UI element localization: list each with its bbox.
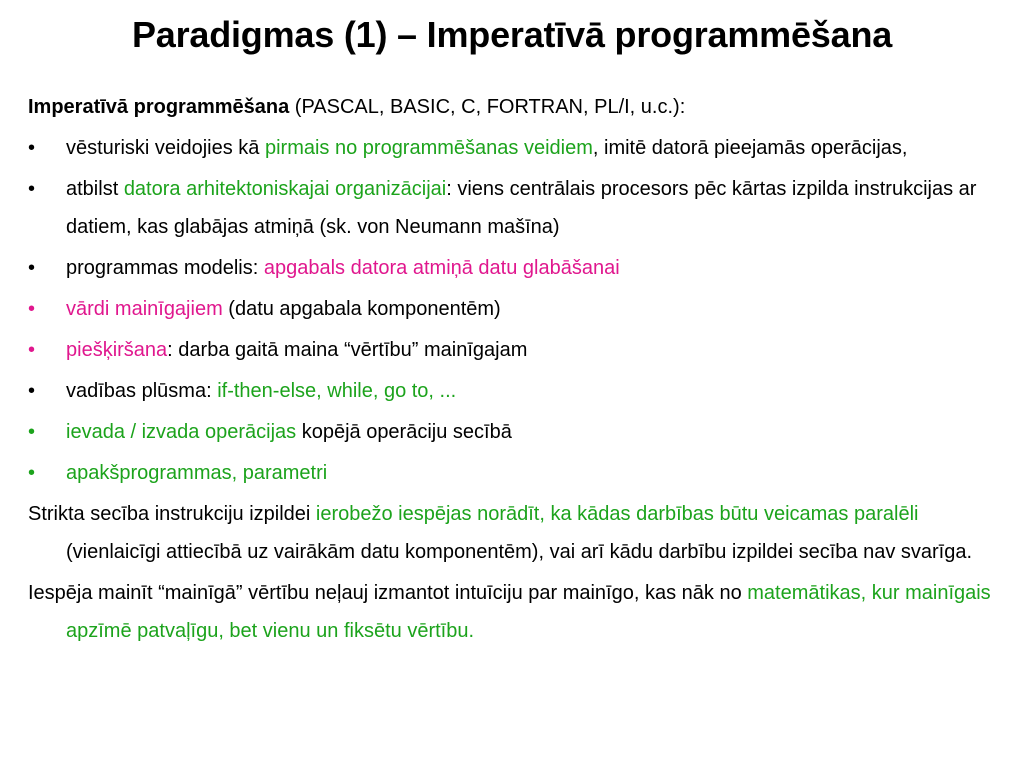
paragraph-strict-order bbox=[28, 495, 994, 571]
bullet-dot: • bbox=[28, 298, 36, 320]
bullet-item-2 bbox=[28, 170, 994, 246]
bullet-dot: • bbox=[28, 339, 36, 361]
bullet-text-a: programmas modelis: bbox=[66, 257, 264, 279]
bullet-dot: • bbox=[28, 380, 36, 402]
bullet-highlight: ievada / izvada operācijas bbox=[66, 421, 297, 443]
bullet-item-7 bbox=[28, 413, 994, 451]
bullet-item-3 bbox=[28, 249, 994, 287]
para1-highlight: ierobežo iespējas norādīt, ka kādas darbības būtu veicamas paralēli bbox=[315, 503, 919, 525]
bullet-text-c: (datu apgabala komponentēm) bbox=[222, 298, 501, 320]
para2-text-a: Iespēja mainīt “mainīgā” vērtību neļauj izmantot intuīciju par mainīgo, kas nāk no bbox=[28, 582, 748, 604]
bullet-text-c: , imitē datorā pieejamās operācijas, bbox=[592, 137, 908, 159]
paragraph-variable-value bbox=[28, 574, 994, 650]
slide-content bbox=[28, 88, 994, 653]
bullet-highlight: vārdi mainīgajiem bbox=[66, 298, 223, 320]
bullet-highlight: apgabals datora atmiņā datu glabāšanai bbox=[263, 257, 620, 279]
bullet-item-1 bbox=[28, 129, 994, 167]
bullet-highlight: piešķiršana bbox=[66, 339, 168, 361]
bullet-list bbox=[28, 129, 994, 492]
bullet-text-a: atbilst bbox=[66, 178, 124, 200]
para1-text-a: Strikta secība instrukciju izpildei bbox=[28, 503, 316, 525]
bullet-text-c: : darba gaitā maina “vērtību” mainīgajam bbox=[167, 339, 528, 361]
bullet-dot: • bbox=[28, 137, 36, 159]
bullet-dot: • bbox=[28, 462, 36, 484]
intro-lead: Imperatīvā programmēšana bbox=[28, 96, 290, 118]
bullet-dot: • bbox=[28, 421, 36, 443]
bullet-highlight: pirmais no programmēšanas veidiem bbox=[264, 137, 593, 159]
bullet-highlight: datora arhitektoniskajai organizācijai bbox=[123, 178, 447, 200]
bullet-item-8 bbox=[28, 454, 994, 492]
bullet-item-4 bbox=[28, 290, 994, 328]
para1-text-c: (vienlaicīgi attiecībā uz vairākām datu komponentēm), vai arī kādu darbību izpildei secība nav svarīga. bbox=[66, 541, 973, 563]
bullet-text-c: : viens centrālais procesors pēc kārtas izpilda instrukcijas ar datiem, kas glabājas atmiņā (sk. von Neumann mašīna) bbox=[66, 178, 977, 238]
bullet-item-6 bbox=[28, 372, 994, 410]
bullet-item-5 bbox=[28, 331, 994, 369]
bullet-text-a: vadības plūsma: bbox=[66, 380, 218, 402]
slide-title: Paradigmas (1) – Imperatīvā programmēšana bbox=[131, 14, 893, 55]
bullet-dot: • bbox=[28, 257, 36, 279]
bullet-text-a: vēsturiski veidojies kā bbox=[66, 137, 265, 159]
intro-paragraph bbox=[28, 88, 994, 126]
bullet-highlight: if-then-else, while, go to, ... bbox=[217, 380, 457, 402]
bullet-text-c: kopējā operāciju secībā bbox=[296, 421, 512, 443]
para2-highlight: matemātikas, kur mainīgais apzīmē patvaļīgu, bet vienu un fiksētu vērtību. bbox=[66, 582, 991, 642]
bullet-highlight: apakšprogrammas, parametri bbox=[66, 462, 328, 484]
bullet-dot: • bbox=[28, 178, 36, 200]
intro-rest: (PASCAL, BASIC, C, FORTRAN, PL/I, u.c.): bbox=[289, 96, 686, 118]
